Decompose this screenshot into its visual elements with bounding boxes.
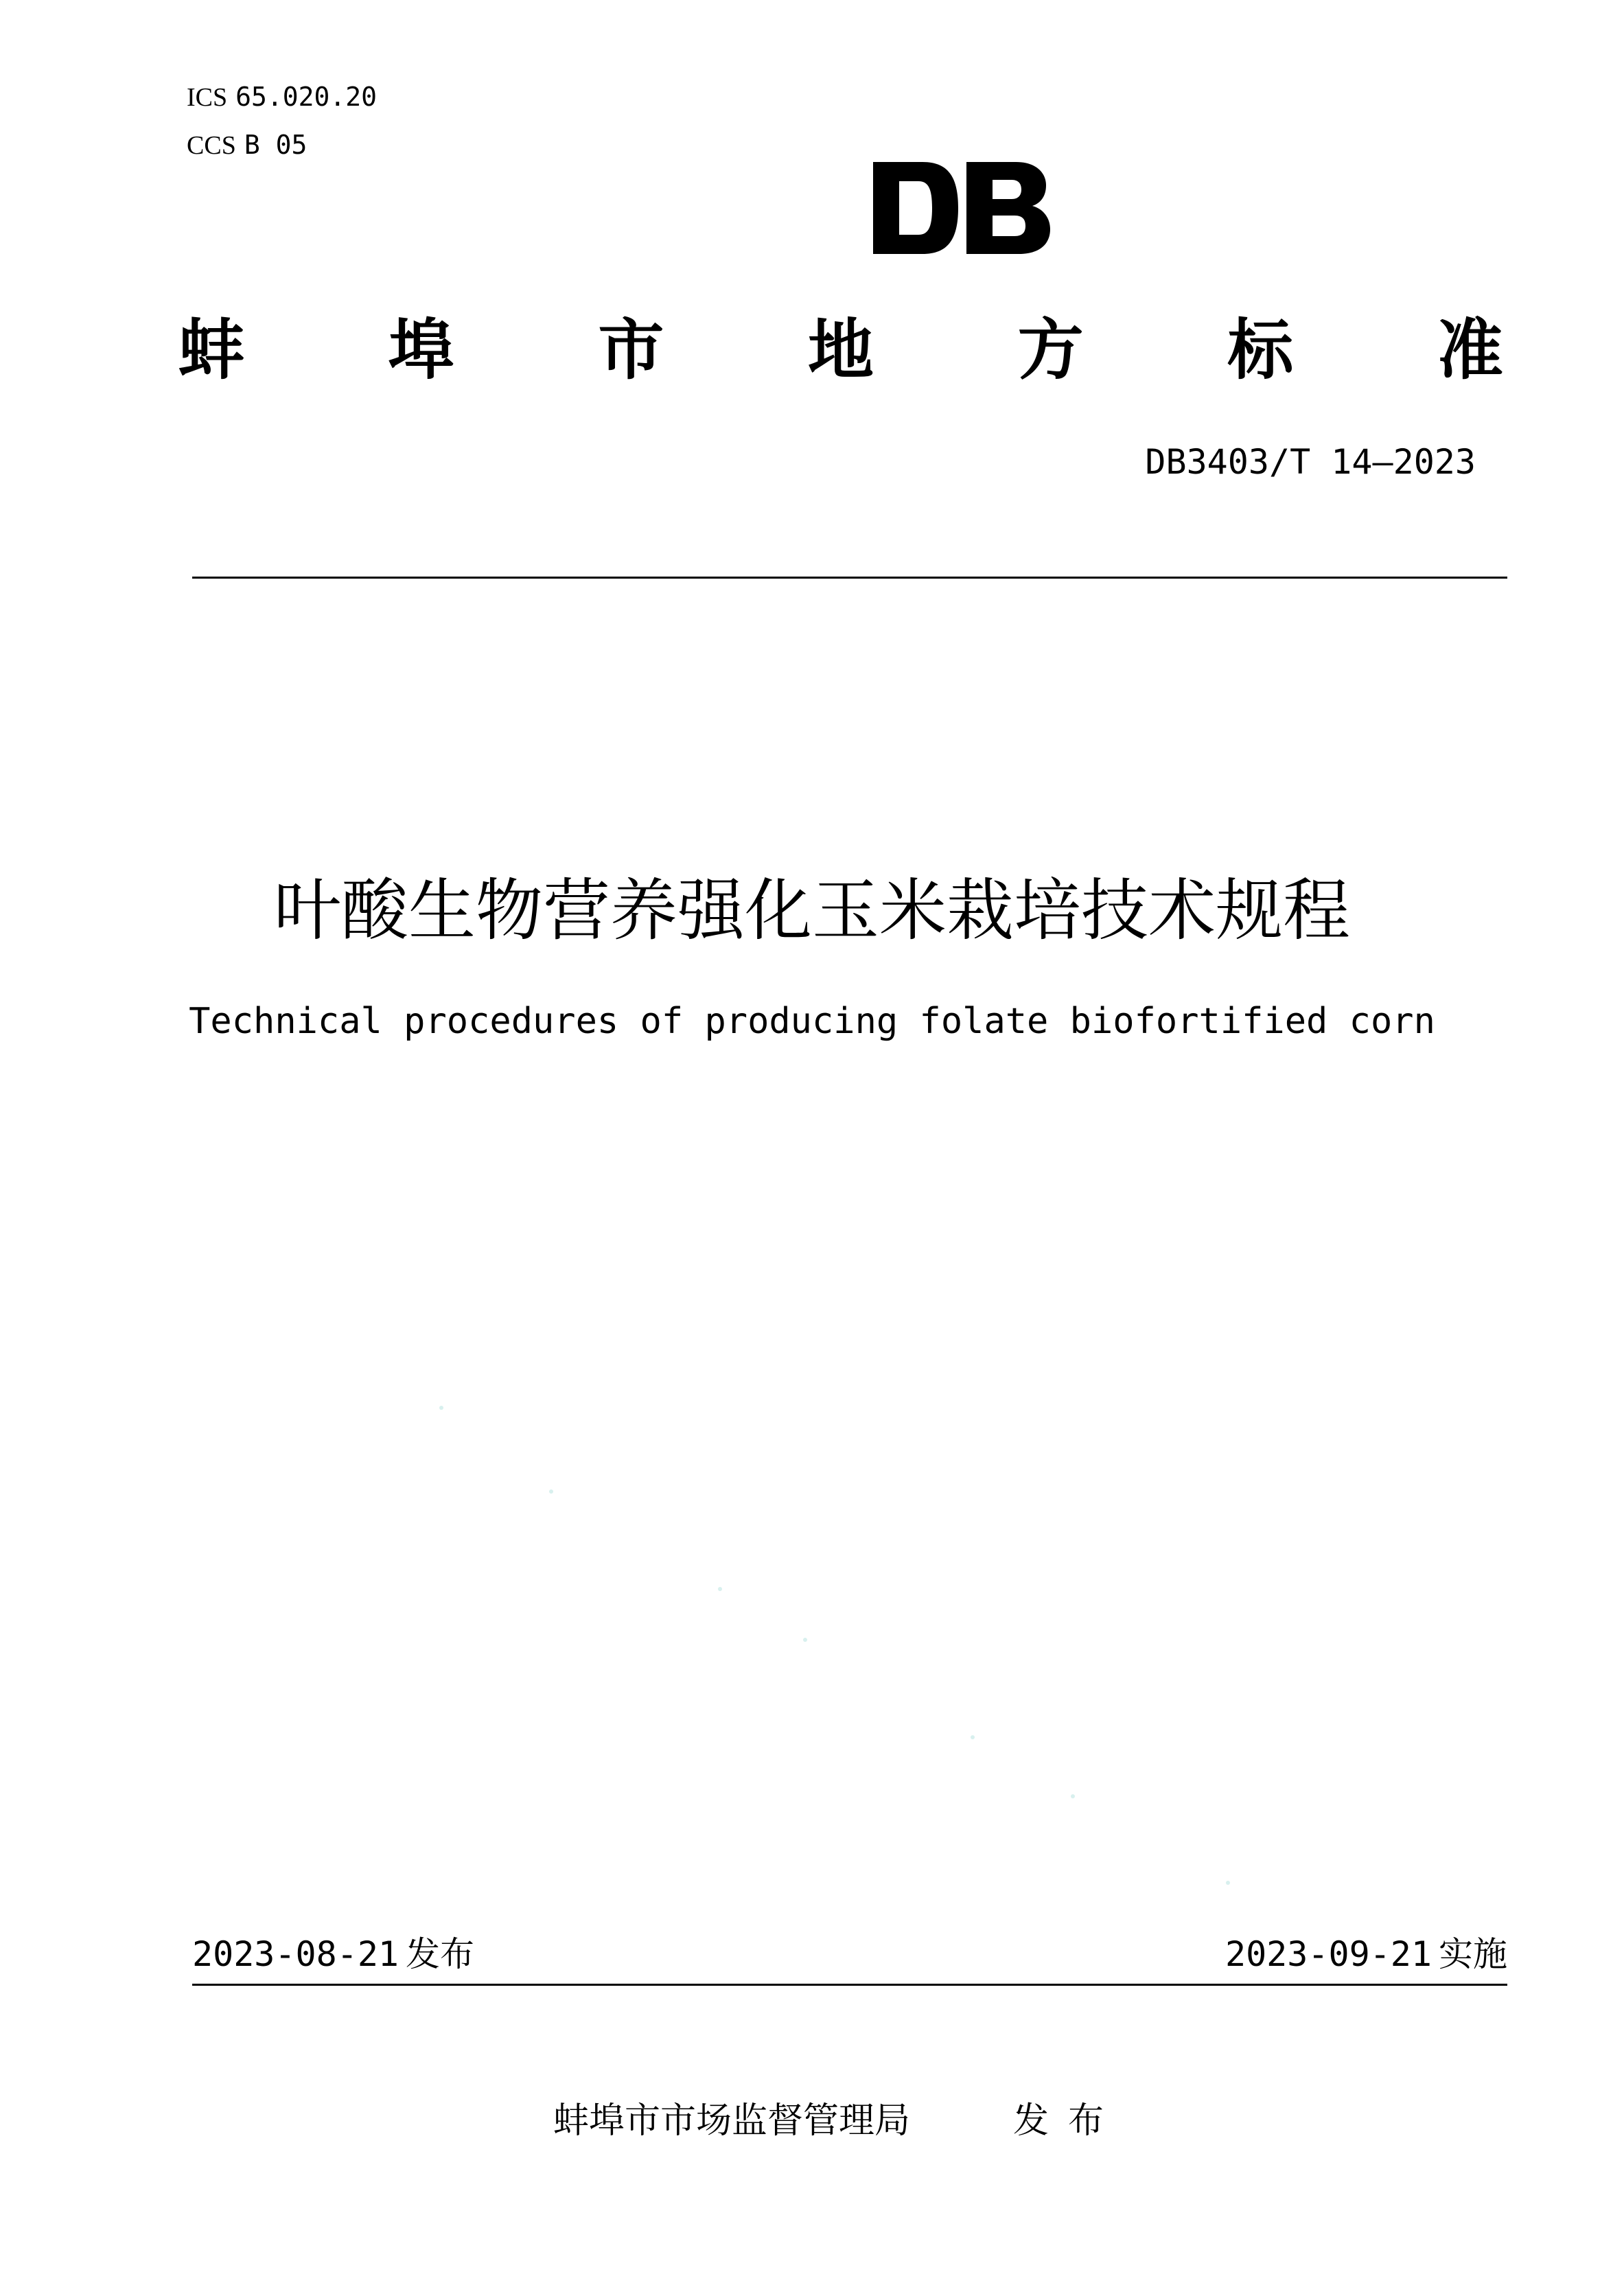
standard-type-char: 地 bbox=[807, 312, 874, 389]
publish-date-suffix: 发布 bbox=[406, 1934, 475, 1974]
ics-code bbox=[187, 84, 377, 111]
standard-type-title bbox=[178, 312, 1503, 389]
effective-date-value: 2023-09-21 bbox=[1225, 1934, 1432, 1974]
watermark-speck bbox=[549, 1489, 553, 1494]
standard-type-char: 埠 bbox=[388, 312, 454, 389]
watermark-speck bbox=[439, 1406, 443, 1410]
standard-type-char: 准 bbox=[1437, 312, 1503, 389]
standard-number: DB3403/T 14—2023 bbox=[1145, 442, 1476, 482]
db-logo bbox=[873, 162, 1050, 254]
issuer-action: 发布 bbox=[1013, 2100, 1124, 2142]
standard-type-char: 市 bbox=[598, 312, 664, 389]
effective-date-suffix: 实施 bbox=[1439, 1934, 1507, 1974]
document-title-en: Technical procedures of producing folate biofortified corn bbox=[189, 1001, 1435, 1042]
bottom-divider bbox=[192, 1984, 1507, 1986]
watermark-speck bbox=[1071, 1794, 1075, 1798]
publish-date-value: 2023-08-21 bbox=[192, 1934, 399, 1974]
watermark-speck bbox=[1226, 1881, 1230, 1885]
watermark-speck bbox=[718, 1587, 722, 1591]
document-title-cn: 叶酸生物营养强化玉米栽培技术规程 bbox=[273, 872, 1350, 950]
standard-type-char: 方 bbox=[1017, 312, 1084, 389]
db-logo-glyphs bbox=[873, 162, 1050, 254]
watermark-speck bbox=[803, 1638, 807, 1642]
ics-label: ICS bbox=[187, 83, 228, 112]
ccs-label: CCS bbox=[187, 131, 236, 160]
standard-type-char: 标 bbox=[1227, 312, 1294, 389]
effective-date bbox=[1225, 1934, 1507, 1974]
issuer-name: 蚌埠市市场监督管理局 bbox=[553, 2100, 911, 2142]
ics-value: 65.020.20 bbox=[235, 82, 378, 112]
watermark-speck bbox=[971, 1735, 975, 1739]
ccs-code bbox=[187, 132, 307, 159]
publish-date bbox=[192, 1934, 475, 1974]
top-divider bbox=[192, 577, 1507, 579]
ccs-value: B 05 bbox=[244, 130, 308, 160]
standard-type-char: 蚌 bbox=[178, 312, 244, 389]
